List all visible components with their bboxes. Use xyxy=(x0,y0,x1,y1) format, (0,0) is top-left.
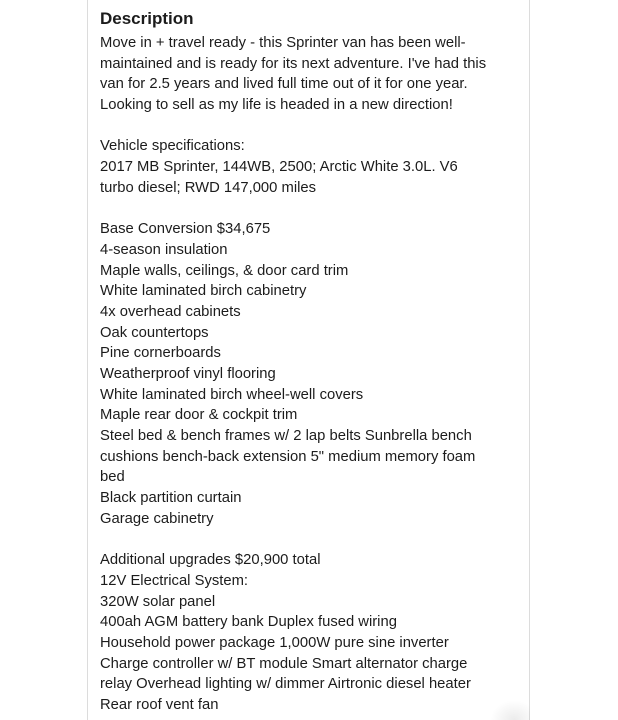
upgrade-line: Additional upgrades $20,900 total xyxy=(100,552,321,569)
conversion-line: Black partition curtain xyxy=(100,490,242,507)
intro-line: Move in + travel ready - this Sprinter van has been well- xyxy=(100,35,466,51)
conversion-line: White laminated birch cabinetry xyxy=(100,283,307,300)
conversion-line: 4x overhead cabinets xyxy=(100,303,241,320)
conversion-line: Pine cornerboards xyxy=(100,345,221,362)
upgrade-line: relay Overhead lighting w/ dimmer Airtronic diesel heater xyxy=(100,676,471,693)
specs-line: 2017 MB Sprinter, 144WB, 2500; Arctic White 3.0L. V6 xyxy=(100,159,458,176)
conversion-line: Base Conversion $34,675 xyxy=(100,221,271,238)
vehicle-specs-paragraph xyxy=(100,136,525,198)
upgrade-line: 320W solar panel xyxy=(100,593,216,610)
conversion-line: cushions bench-back extension 5" medium memory foam xyxy=(100,448,476,465)
paragraph-gap xyxy=(100,199,525,220)
conversion-line: 4-season insulation xyxy=(100,241,228,258)
base-conversion-list xyxy=(100,219,525,529)
conversion-line: Maple rear door & cockpit trim xyxy=(100,407,298,424)
upgrade-line: Household power package 1,000W pure sine inverter xyxy=(100,634,449,651)
specs-line: turbo diesel; RWD 147,000 miles xyxy=(100,179,317,196)
intro-line: van for 2.5 years and lived full time out of it for one year. xyxy=(100,76,468,93)
paragraph-gap xyxy=(100,116,525,137)
corner-shadow xyxy=(490,700,530,720)
upgrade-line: Charge controller w/ BT module Smart alternator charge xyxy=(100,655,468,672)
conversion-line: Steel bed & bench frames w/ 2 lap belts Sunbrella bench xyxy=(100,428,472,445)
upgrade-line: 400ah AGM battery bank Duplex fused wiring xyxy=(100,614,397,631)
intro-paragraph xyxy=(100,33,525,116)
description-heading: Description xyxy=(100,9,194,28)
conversion-line: White laminated birch wheel-well covers xyxy=(100,386,364,403)
conversion-line: Oak countertops xyxy=(100,324,209,341)
conversion-line: Garage cabinetry xyxy=(100,510,214,527)
conversion-line: Weatherproof vinyl flooring xyxy=(100,366,276,382)
description-body xyxy=(100,33,525,716)
conversion-line: bed xyxy=(100,469,125,486)
additional-upgrades-list xyxy=(100,550,525,716)
intro-line: maintained and is ready for its next adventure. I've had this xyxy=(100,55,487,72)
paragraph-gap xyxy=(100,530,525,551)
conversion-line: Maple walls, ceilings, & door card trim xyxy=(100,262,349,279)
upgrade-line: 12V Electrical System: xyxy=(100,572,249,589)
intro-line: Looking to sell as my life is headed in a new direction! xyxy=(100,97,453,114)
upgrade-line: Rear roof vent fan xyxy=(100,697,219,713)
specs-line: Vehicle specifications: xyxy=(100,138,245,155)
